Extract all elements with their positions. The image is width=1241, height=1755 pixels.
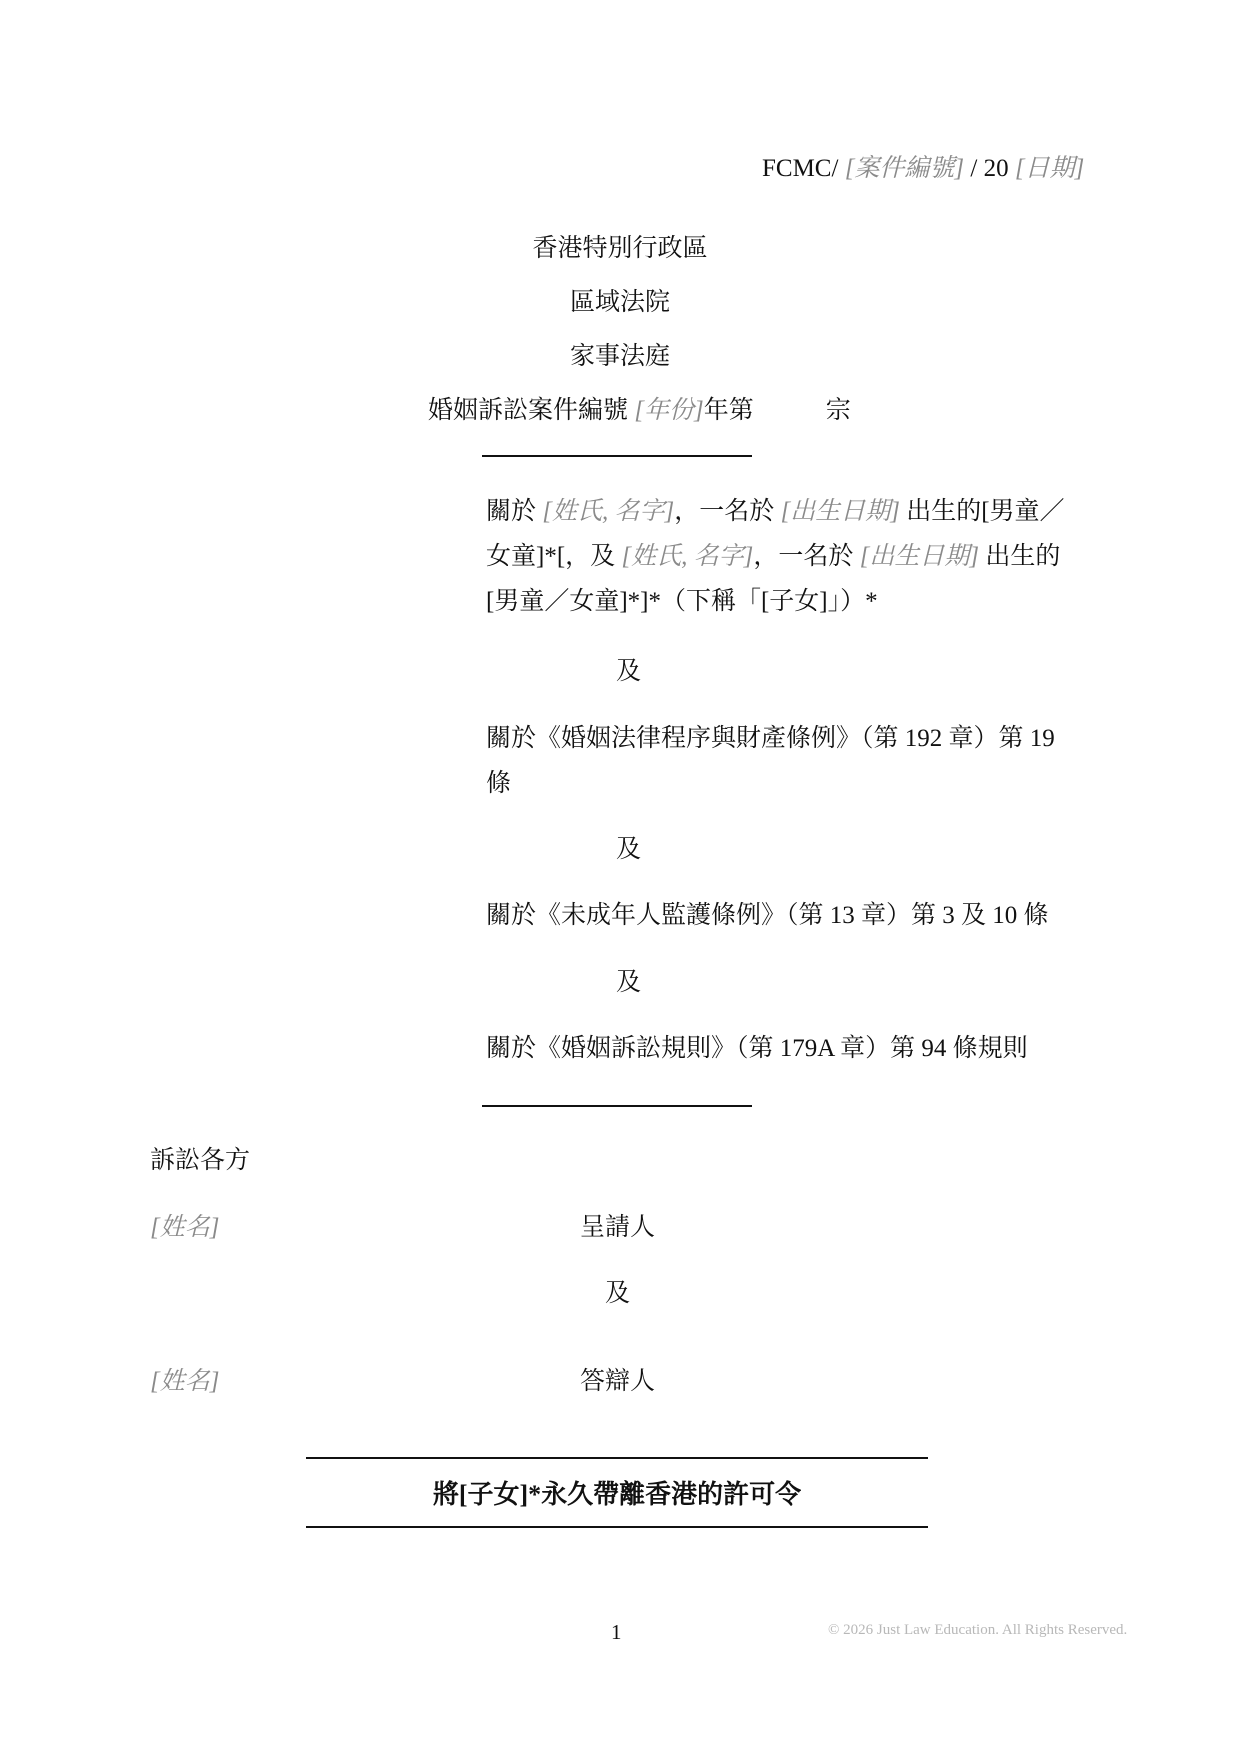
and-connector: 及 (616, 969, 642, 996)
case-line-label: 婚姻訴訟案件編號 (428, 397, 635, 424)
petitioner-name-placeholder: [姓名] (150, 1214, 220, 1241)
court-division: 家事法庭 (569, 343, 670, 370)
matter-children-line-2: 女童]*[，及 [姓氏, 名字]，一名於 [出生日期] 出生的 (486, 543, 1061, 570)
divider-top (482, 455, 752, 457)
name-placeholder: [姓氏, 名字] (542, 498, 675, 525)
matter-cap192 (486, 716, 1081, 806)
document-title: 將[子女]*永久帶離香港的許可令 (432, 1480, 802, 1509)
case-reference (762, 148, 1084, 184)
court-name: 區域法院 (569, 289, 670, 316)
case-line-year-suffix: 年第 (703, 397, 754, 424)
case-ref-prefix: FCMC/ (762, 155, 845, 182)
matter-cap13: 關於《未成年人監護條例》（第 13 章）第 3 及 10 條 (486, 902, 1049, 929)
title-rule-bottom (306, 1526, 928, 1528)
court-region: 香港特別行政區 (532, 235, 708, 262)
title-rule-top (306, 1457, 928, 1459)
name-placeholder: [姓氏, 名字] (621, 543, 754, 570)
respondent-name-placeholder: [姓名] (150, 1368, 220, 1395)
petitioner-role: 呈請人 (580, 1214, 656, 1241)
respondent-role: 答辯人 (580, 1368, 656, 1395)
matter-cap179a: 關於《婚姻訴訟規則》（第 179A 章）第 94 條規則 (486, 1035, 1028, 1062)
matter-cap192-line-1: 關於《婚姻法律程序與財產條例》（第 192 章）第 19 (486, 725, 1055, 752)
year-placeholder: [年份] (634, 397, 704, 424)
and-connector: 及 (616, 836, 642, 863)
parties-heading: 訴訟各方 (150, 1147, 251, 1174)
date-placeholder: [日期] (1014, 155, 1085, 182)
parties-and-connector: 及 (605, 1280, 631, 1307)
matter-children (486, 489, 1081, 624)
case-line-end: 宗 (825, 397, 851, 424)
divider-bottom (482, 1105, 752, 1107)
case-ref-mid: / 20 (964, 155, 1015, 182)
case-number-placeholder: [案件編號] (844, 155, 965, 182)
copyright-notice: © 2026 Just Law Education. All Rights Reserved. (828, 1622, 1128, 1638)
matter-cap192-line-2: 條 (486, 770, 512, 797)
dob-placeholder: [出生日期] (859, 543, 980, 570)
matrimonial-case-number (428, 390, 851, 426)
page-number: 1 (611, 1620, 622, 1644)
matter-children-line-3: [男童／女童]*]*（下稱「[子女]」）* (486, 588, 878, 615)
dob-placeholder: [出生日期] (780, 498, 900, 525)
and-connector: 及 (616, 658, 642, 685)
matter-children-line-1: 關於 [姓氏, 名字]，一名於 [出生日期] 出生的[男童／ (486, 498, 1065, 525)
